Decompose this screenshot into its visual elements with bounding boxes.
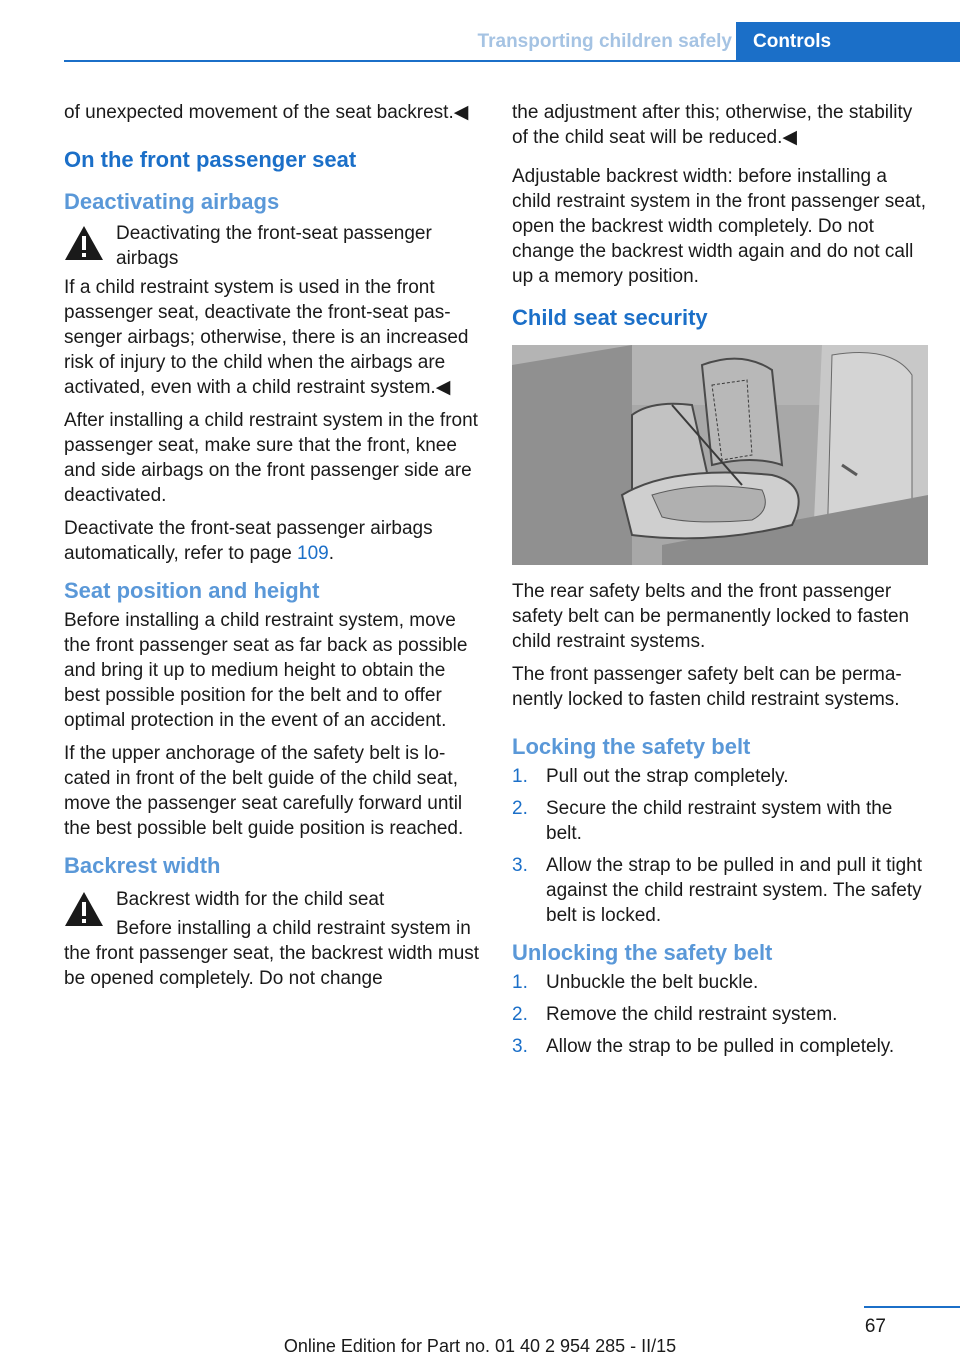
list-item (512, 853, 930, 928)
paragraph-rear-belts: The rear safety belts and the front passenger safety belt can be permanently locked to fasten child restraint systems. (512, 581, 910, 652)
left-column (64, 100, 482, 995)
child-seat-illustration (512, 345, 928, 565)
list-item (512, 796, 930, 846)
warning-airbags (64, 221, 482, 271)
list-item (512, 970, 930, 995)
page-number: 67 (864, 1316, 886, 1337)
step-number: 3. (512, 855, 528, 876)
page-header (0, 0, 960, 62)
warning-triangle-icon (64, 891, 104, 927)
paragraph-refer-page (64, 516, 482, 566)
heading-deactivating-airbags: Deactivating airbags (64, 189, 280, 214)
list-item (512, 764, 930, 789)
heading-seat-position: Seat position and height (64, 578, 320, 603)
warning-backrest (64, 887, 482, 991)
page-link-109[interactable]: 109 (297, 543, 329, 564)
header-rule (64, 60, 960, 62)
locking-steps-list (512, 764, 930, 928)
paragraph-front-belt: The front passenger safety belt can be permanently locked to fasten child restraint systems. (512, 664, 902, 710)
paragraph-seat-position: Before installing a child restraint system, move the front passenger seat as far back as possible and bring it up to medium height to obtain the best possible position for the belt and to offer optimal protection in the event of an accident. (64, 610, 468, 731)
step-text: Allow the strap to be pulled in and pull it tight against the child restraint system. The safety belt is locked. (546, 855, 923, 926)
step-text: Remove the child restraint system. (546, 1004, 838, 1025)
heading-unlocking-safety-belt: Unlocking the safety belt (512, 940, 773, 965)
unlocking-steps-list (512, 970, 930, 1059)
intro-paragraph: of unexpected movement of the seat backrest.◀ (64, 102, 469, 123)
refer-end: . (328, 543, 335, 564)
step-number: 3. (512, 1036, 528, 1057)
step-text: Secure the child restraint system with the belt. (546, 798, 893, 844)
paragraph-deactivate-risk: If a child restraint system is used in the front passenger seat, deactivate the front-seat passenger airbags; otherwise, there is an increased risk of injury to the child when the airbags are activated, even with a child restraint system.◀ (64, 277, 469, 398)
list-item (512, 1002, 930, 1027)
step-number: 1. (512, 766, 528, 787)
list-item (512, 1034, 930, 1059)
paragraph-upper-anchorage: If the upper anchorage of the safety belt is located in front of the belt guide of the child seat, move the passenger seat carefully forward until the best possible belt guide position is reached. (64, 743, 464, 839)
step-text: Allow the strap to be pulled in completely. (546, 1036, 895, 1057)
warning-airbags-title: Deactivating the front-seat passenger airbags (116, 223, 432, 269)
heading-child-seat-security: Child seat security (512, 305, 708, 330)
header-section-title: Transporting children safely (477, 31, 732, 52)
continued-paragraph: the adjustment after this; otherwise, the stability of the child seat will be reduced.◀ (512, 102, 913, 148)
paragraph-make-sure: After installing a child restraint system in the front passenger seat, make sure that the front, knee and side airbags on the front passenger side are deactivated. (64, 410, 478, 506)
right-column (512, 100, 930, 1066)
step-number: 2. (512, 1004, 528, 1025)
edition-line: Online Edition for Part no. 01 40 2 954 285 - II/15 (283, 1336, 677, 1356)
child-seat-drawing (512, 345, 928, 565)
step-number: 2. (512, 798, 528, 819)
step-text: Unbuckle the belt buckle. (546, 972, 759, 993)
warning-backrest-title: Backrest width for the child seat (116, 889, 385, 910)
warning-backrest-body: Before installing a child restraint system in the front passenger seat, the backrest width must be opened completely. Do not change (64, 918, 480, 989)
header-chapter-tab: Controls (736, 22, 960, 62)
heading-locking-safety-belt: Locking the safety belt (512, 734, 751, 759)
refer-text: Deactivate the front-seat passenger airbags automatically, refer to page (64, 518, 433, 564)
footer-rule (864, 1306, 960, 1308)
step-text: Pull out the strap completely. (546, 766, 789, 787)
heading-backrest-width: Backrest width (64, 853, 221, 878)
heading-front-passenger-seat: On the front passenger seat (64, 147, 357, 172)
step-number: 1. (512, 972, 528, 993)
paragraph-adjustable-backrest: Adjustable backrest width: before installing a child restraint system in the front passenger seat, open the backrest width completely. Do not change the backrest width again and do not call up a memory position. (512, 166, 926, 287)
warning-triangle-icon (64, 225, 104, 261)
